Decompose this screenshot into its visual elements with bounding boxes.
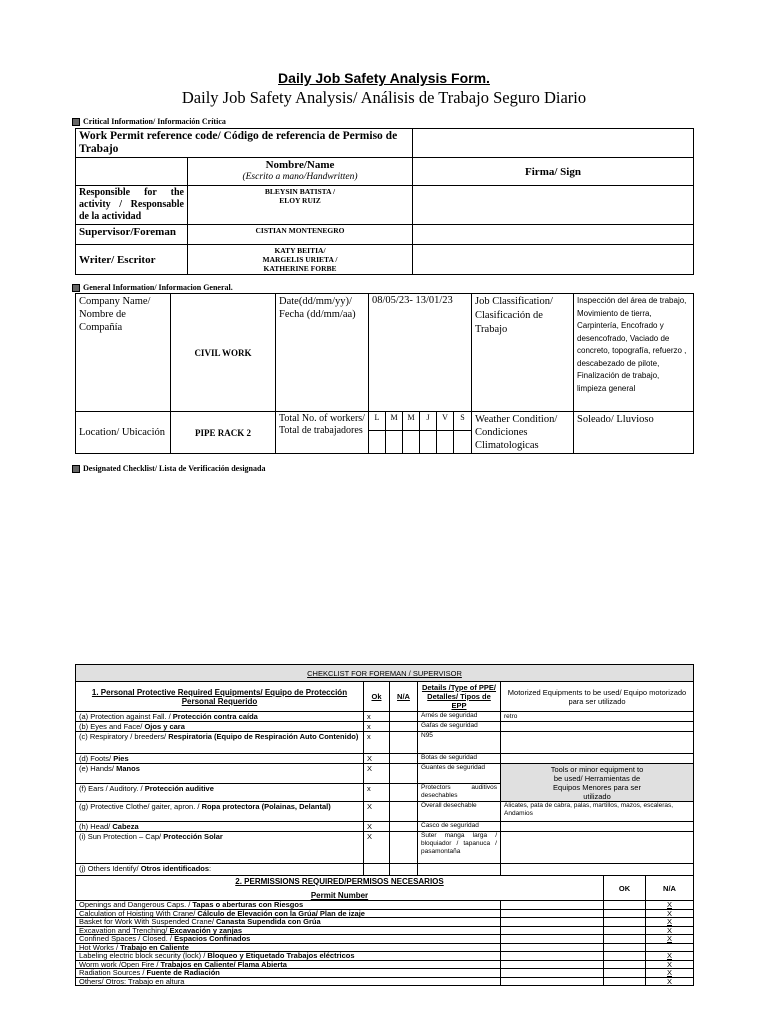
- ppe-item-es: Otros identificados: [140, 864, 210, 873]
- ppe-na-mark[interactable]: [390, 712, 418, 722]
- ppe-item-en: (c) Respiratory / breeders/: [79, 732, 169, 741]
- motorized-blank: [501, 722, 694, 732]
- permit-item-es: Tapas o aberturas con Riesgos: [192, 900, 304, 909]
- ppe-item: [76, 732, 364, 754]
- writer-name-2: MARGELIS URIETA /: [262, 255, 338, 264]
- permit-item-en: Calculation of Hoisting With Crane/: [79, 908, 198, 918]
- ppe-row: [76, 764, 694, 784]
- tools-blank: [501, 822, 694, 832]
- permit-item-es: Trabajo en Caliente: [120, 942, 189, 952]
- count-fri[interactable]: [437, 430, 454, 453]
- section-title: General Information/ Informacion General.: [83, 283, 233, 292]
- ppe-item-es: Protección contra caída: [172, 712, 258, 721]
- job-class-value: Inspección del área de trabajo, Movimiento de tierra, Carpintería, Encofrado y desencofrado, Vaciado de concreto, topografía, refuerzo , descabezado de pilote, Finalización de trabajo, limpieza general: [574, 294, 694, 412]
- ppe-item-en: (b) Eyes and Face/: [79, 722, 145, 731]
- ppe-detail: Casco de seguridad: [418, 822, 501, 832]
- ppe-item-en: (i) Sun Protection – Cap/: [79, 832, 164, 841]
- ppe-row: [76, 832, 694, 864]
- permit-ok-mark[interactable]: [604, 960, 646, 969]
- ppe-detail: [418, 864, 501, 876]
- permit-item-en: Worm work /Open Fire /: [79, 959, 161, 969]
- permit-number[interactable]: [501, 969, 604, 978]
- ppe-detail: Overall desechable: [418, 802, 501, 822]
- count-sat[interactable]: [454, 430, 472, 453]
- sign-label: Firma/ Sign: [413, 158, 694, 186]
- day-sat: S: [454, 412, 472, 431]
- checkbox-icon: [72, 284, 80, 292]
- ppe-item: [76, 722, 364, 732]
- checklist-table: [75, 664, 694, 986]
- ppe-na-mark[interactable]: [390, 802, 418, 822]
- ppe-row: [76, 712, 694, 722]
- ppe-item-es: Ojos y cara: [144, 722, 185, 731]
- ppe-row: [76, 822, 694, 832]
- ppe-item: [76, 712, 364, 722]
- permit-item-es: Bloqueo y Etiquetado Trabajos eléctricos: [207, 951, 355, 960]
- critical-info-table: [75, 128, 694, 275]
- day-mon: L: [369, 412, 386, 431]
- weather-label: Weather Condition/ Condiciones Climatologicas: [472, 412, 574, 454]
- ppe-na-mark[interactable]: [390, 764, 418, 784]
- permissions-title: 2. PERMISSIONS REQUIRED/PERMISOS NECESARIOS: [235, 876, 444, 886]
- form-title: Daily Job Safety Analysis Form.: [278, 70, 490, 86]
- supervisor-label: Supervisor/Foreman: [76, 225, 188, 245]
- ppe-ok-mark[interactable]: [364, 864, 390, 876]
- workers-label: Total No. of workers/ Total de trabajadores: [276, 412, 369, 454]
- permit-number[interactable]: [501, 918, 604, 927]
- responsible-sign[interactable]: [413, 186, 694, 225]
- perm-na-header: N/A: [646, 876, 694, 901]
- ppe-ok-mark[interactable]: X: [364, 802, 390, 822]
- count-thu[interactable]: [420, 430, 437, 453]
- ppe-na-mark[interactable]: [390, 832, 418, 864]
- blank-cell: [76, 158, 188, 186]
- permit-ok-mark[interactable]: [604, 935, 646, 944]
- permit-ok-mark[interactable]: [604, 926, 646, 935]
- permit-label: Work Permit reference code/ Código de referencia de Permiso de Trabajo: [76, 129, 413, 158]
- ppe-item: [76, 822, 364, 832]
- perm-ok-header: OK: [604, 876, 646, 901]
- permit-na-mark[interactable]: X: [646, 926, 694, 935]
- form-subtitle: Daily Job Safety Analysis/ Análisis de Trabajo Seguro Diario: [181, 88, 587, 107]
- details-header: Details /Type of PPE/ Detalles/ Tipos de EPP: [418, 682, 501, 712]
- permit-ok-mark[interactable]: [604, 969, 646, 978]
- permissions-header: [76, 876, 604, 901]
- permit-ok-mark[interactable]: [604, 901, 646, 910]
- responsible-name: [188, 186, 413, 225]
- ppe-header: 1. Personal Protective Required Equipments/ Equipo de Protección Personal Requerido: [76, 682, 364, 712]
- section-designated: [72, 464, 265, 473]
- permit-item-en: Radiation Sources /: [79, 968, 147, 977]
- ppe-item-es: Protección auditive: [144, 784, 214, 793]
- tools-value: Alicates, pata de cabra, palas, martillos, mazos, escaleras, Andamios: [501, 802, 694, 822]
- ppe-rows: [76, 712, 694, 876]
- tools-blank: [501, 832, 694, 864]
- ppe-row: [76, 864, 694, 876]
- ppe-item-en: (a) Protection against Fall. /: [79, 712, 173, 721]
- ppe-item-es: Pies: [113, 754, 129, 763]
- weather-value: Soleado/ Lluvioso: [574, 412, 694, 454]
- permit-number[interactable]: [501, 909, 604, 918]
- permit-na-mark[interactable]: X: [646, 935, 694, 944]
- day-tue: M: [386, 412, 403, 431]
- permit-na-mark[interactable]: X: [646, 960, 694, 969]
- ppe-item-es: Ropa protectora (Polainas, Delantal): [201, 802, 331, 811]
- ppe-ok-mark[interactable]: X: [364, 832, 390, 864]
- ppe-na-mark[interactable]: [390, 784, 418, 802]
- permit-number[interactable]: [501, 935, 604, 944]
- ppe-item-es: Protección Solar: [163, 832, 223, 841]
- count-tue[interactable]: [386, 430, 403, 453]
- ppe-item: [76, 754, 364, 764]
- ppe-row: [76, 732, 694, 754]
- ppe-item: [76, 764, 364, 784]
- motorized-blank: [501, 754, 694, 764]
- ppe-na-mark[interactable]: [390, 722, 418, 732]
- section-title: Designated Checklist/ Lista de Verificación designada: [83, 464, 266, 473]
- checkbox-icon: [72, 465, 80, 473]
- ppe-item-en: (g) Protective Clothe/ gaiter, apron. /: [79, 802, 202, 811]
- responsible-name-2: ELOY RUIZ: [279, 196, 321, 205]
- permit-item-en: Basket for Work With Suspended Crane/: [79, 917, 217, 926]
- permit-rows: [76, 901, 694, 986]
- ppe-item-en: (f) Ears / Auditory. /: [79, 784, 145, 793]
- count-mon[interactable]: [369, 430, 386, 453]
- ppe-item-en: (h) Head/: [79, 822, 113, 831]
- permit-number[interactable]: [501, 926, 604, 935]
- company-value: CIVIL WORK: [171, 294, 276, 412]
- ok-header: Ok: [364, 682, 390, 712]
- company-label: Company Name/ Nombre de Compañía: [76, 294, 171, 412]
- writer-name: [188, 245, 413, 275]
- ppe-item-en: (j) Others Identify/: [79, 864, 141, 873]
- ppe-ok-mark[interactable]: x: [364, 784, 390, 802]
- name-header: [188, 158, 413, 186]
- responsible-label: Responsible for the activity / Responsable de la actividad: [76, 186, 188, 225]
- ppe-detail: Suter manga larga / bloquiador / tapanuca / pasamontaña: [418, 832, 501, 864]
- ppe-ok-mark[interactable]: x: [364, 712, 390, 722]
- permit-na-mark[interactable]: X: [646, 909, 694, 918]
- checkbox-icon: [72, 118, 80, 126]
- permit-na-mark[interactable]: X: [646, 952, 694, 961]
- location-label: Location/ Ubicación: [76, 412, 171, 454]
- permit-ok-mark[interactable]: [604, 909, 646, 918]
- ppe-detail: Botas de seguridad: [418, 754, 501, 764]
- writer-name-1: KATY BEITIA/: [274, 246, 326, 255]
- permit-number[interactable]: [501, 901, 604, 910]
- ppe-item: [76, 864, 364, 876]
- writer-name-3: KATHERINE FORBE: [263, 264, 337, 273]
- permit-number-label: Permit Number: [310, 890, 369, 900]
- ppe-row: [76, 754, 694, 764]
- permit-ok-mark[interactable]: [604, 918, 646, 927]
- name-label: Nombre/Name: [265, 159, 335, 171]
- ppe-na-mark[interactable]: [390, 754, 418, 764]
- permit-row: [76, 977, 694, 986]
- permit-ok-mark[interactable]: [604, 952, 646, 961]
- permit-item-es: Canasta Supendida con Grúa: [216, 917, 321, 926]
- permit-number[interactable]: [501, 943, 604, 952]
- tools-blank: [501, 864, 694, 876]
- general-info-table: [75, 293, 694, 454]
- ppe-ok-mark[interactable]: X: [364, 754, 390, 764]
- ppe-item-es: Manos: [116, 764, 140, 773]
- ppe-item-es: Cabeza: [112, 822, 139, 831]
- permit-item-es: Espacios Confinados: [174, 934, 251, 943]
- permit-ok-mark[interactable]: [604, 977, 646, 986]
- permit-item: [76, 977, 501, 986]
- ppe-item: [76, 832, 364, 864]
- supervisor-name: CISTIAN MONTENEGRO: [188, 225, 413, 245]
- na-header: N/A: [390, 682, 418, 712]
- name-sublabel: (Escrito a mano/Handwritten): [242, 172, 358, 182]
- section-title: Critical Information/ Información Crítica: [83, 117, 226, 126]
- permit-number[interactable]: [501, 952, 604, 961]
- ppe-item: [76, 802, 364, 822]
- ppe-ok-mark[interactable]: X: [364, 764, 390, 784]
- permit-item-en: Openings and Dangerous Caps. /: [79, 900, 193, 909]
- permit-na-mark[interactable]: X: [646, 901, 694, 910]
- ppe-detail: Gafas de seguridad: [418, 722, 501, 732]
- day-thu: J: [420, 412, 437, 431]
- date-value: 08/05/23- 13/01/23: [369, 294, 472, 412]
- day-fri: V: [437, 412, 454, 431]
- permit-item-en: Confined Spaces / Closed. /: [79, 934, 175, 943]
- section-general: [72, 283, 233, 292]
- permit-item-es: Cálculo de Elevación con la Grúa/ Plan de izaje: [197, 908, 365, 918]
- count-wed[interactable]: [403, 430, 420, 453]
- section-critical: [72, 117, 226, 126]
- ppe-na-mark[interactable]: [390, 822, 418, 832]
- permit-item-en: Hot Works /: [79, 942, 121, 952]
- ppe-item: [76, 784, 364, 802]
- motorized-value: retro: [501, 712, 694, 722]
- permit-na-mark[interactable]: X: [646, 977, 694, 986]
- date-label: Date(dd/mm/yy)/ Fecha (dd/mm/aa): [276, 294, 369, 412]
- ppe-row: [76, 802, 694, 822]
- permit-item-en: Labeling electric block security (lock) /: [79, 951, 208, 960]
- ppe-item-en: (d) Foots/: [79, 754, 114, 763]
- ppe-ok-mark[interactable]: x: [364, 722, 390, 732]
- permit-item-es: Fuente de Radiación: [146, 968, 220, 977]
- ppe-na-mark[interactable]: [390, 732, 418, 754]
- permit-item-en: Excavation and Trenching/: [79, 925, 170, 935]
- permit-number[interactable]: [501, 977, 604, 986]
- motorized-header: Motorized Equipments to be used/ Equipo motorizado para ser utilizado: [501, 682, 694, 712]
- writer-sign[interactable]: [413, 245, 694, 275]
- ppe-ok-mark[interactable]: X: [364, 822, 390, 832]
- permit-item-es: Trabajos en Caliente/ Flama Abierta: [160, 959, 287, 969]
- day-wed: M: [403, 412, 420, 431]
- ppe-row: [76, 722, 694, 732]
- job-class-label: Job Classification/ Clasificación de Trabajo: [472, 294, 574, 412]
- ppe-na-mark[interactable]: [390, 864, 418, 876]
- ppe-ok-mark[interactable]: x: [364, 732, 390, 754]
- ppe-detail: Arnés de seguridad: [418, 712, 501, 722]
- writer-label: Writer/ Escritor: [76, 245, 188, 275]
- permit-na-mark[interactable]: X: [646, 918, 694, 927]
- ppe-item-es: Respiratoria (Equipo de Respiración Auto Contenido): [168, 732, 359, 741]
- permit-number[interactable]: [501, 960, 604, 969]
- responsible-name-1: BLEYSIN BATISTA /: [264, 187, 336, 196]
- colon: :: [209, 864, 212, 873]
- supervisor-sign[interactable]: [413, 225, 694, 245]
- permit-item-en: Others/ Otros: Trabajo en altura: [79, 976, 185, 986]
- checklist-title: CHEKCLIST FOR FOREMAN / SUPERVISOR: [76, 665, 694, 682]
- location-value: PIPE RACK 2: [171, 412, 276, 454]
- ppe-detail: Guantes de seguridad: [418, 764, 501, 784]
- permit-ok-mark[interactable]: [604, 943, 646, 952]
- motorized-blank: [501, 732, 694, 754]
- permit-item-es: Excavación y zanjas: [169, 925, 243, 935]
- ppe-detail: Protectors auditivos desechables: [418, 784, 501, 802]
- ppe-detail: N95: [418, 732, 501, 754]
- ppe-item-en: (e) Hands/: [79, 764, 117, 773]
- permit-value[interactable]: [413, 129, 694, 158]
- tools-header: Tools or minor equipment to be used/ Herramientas de Equipos Menores para ser utilizado: [501, 764, 694, 802]
- permit-na-mark[interactable]: X: [646, 969, 694, 978]
